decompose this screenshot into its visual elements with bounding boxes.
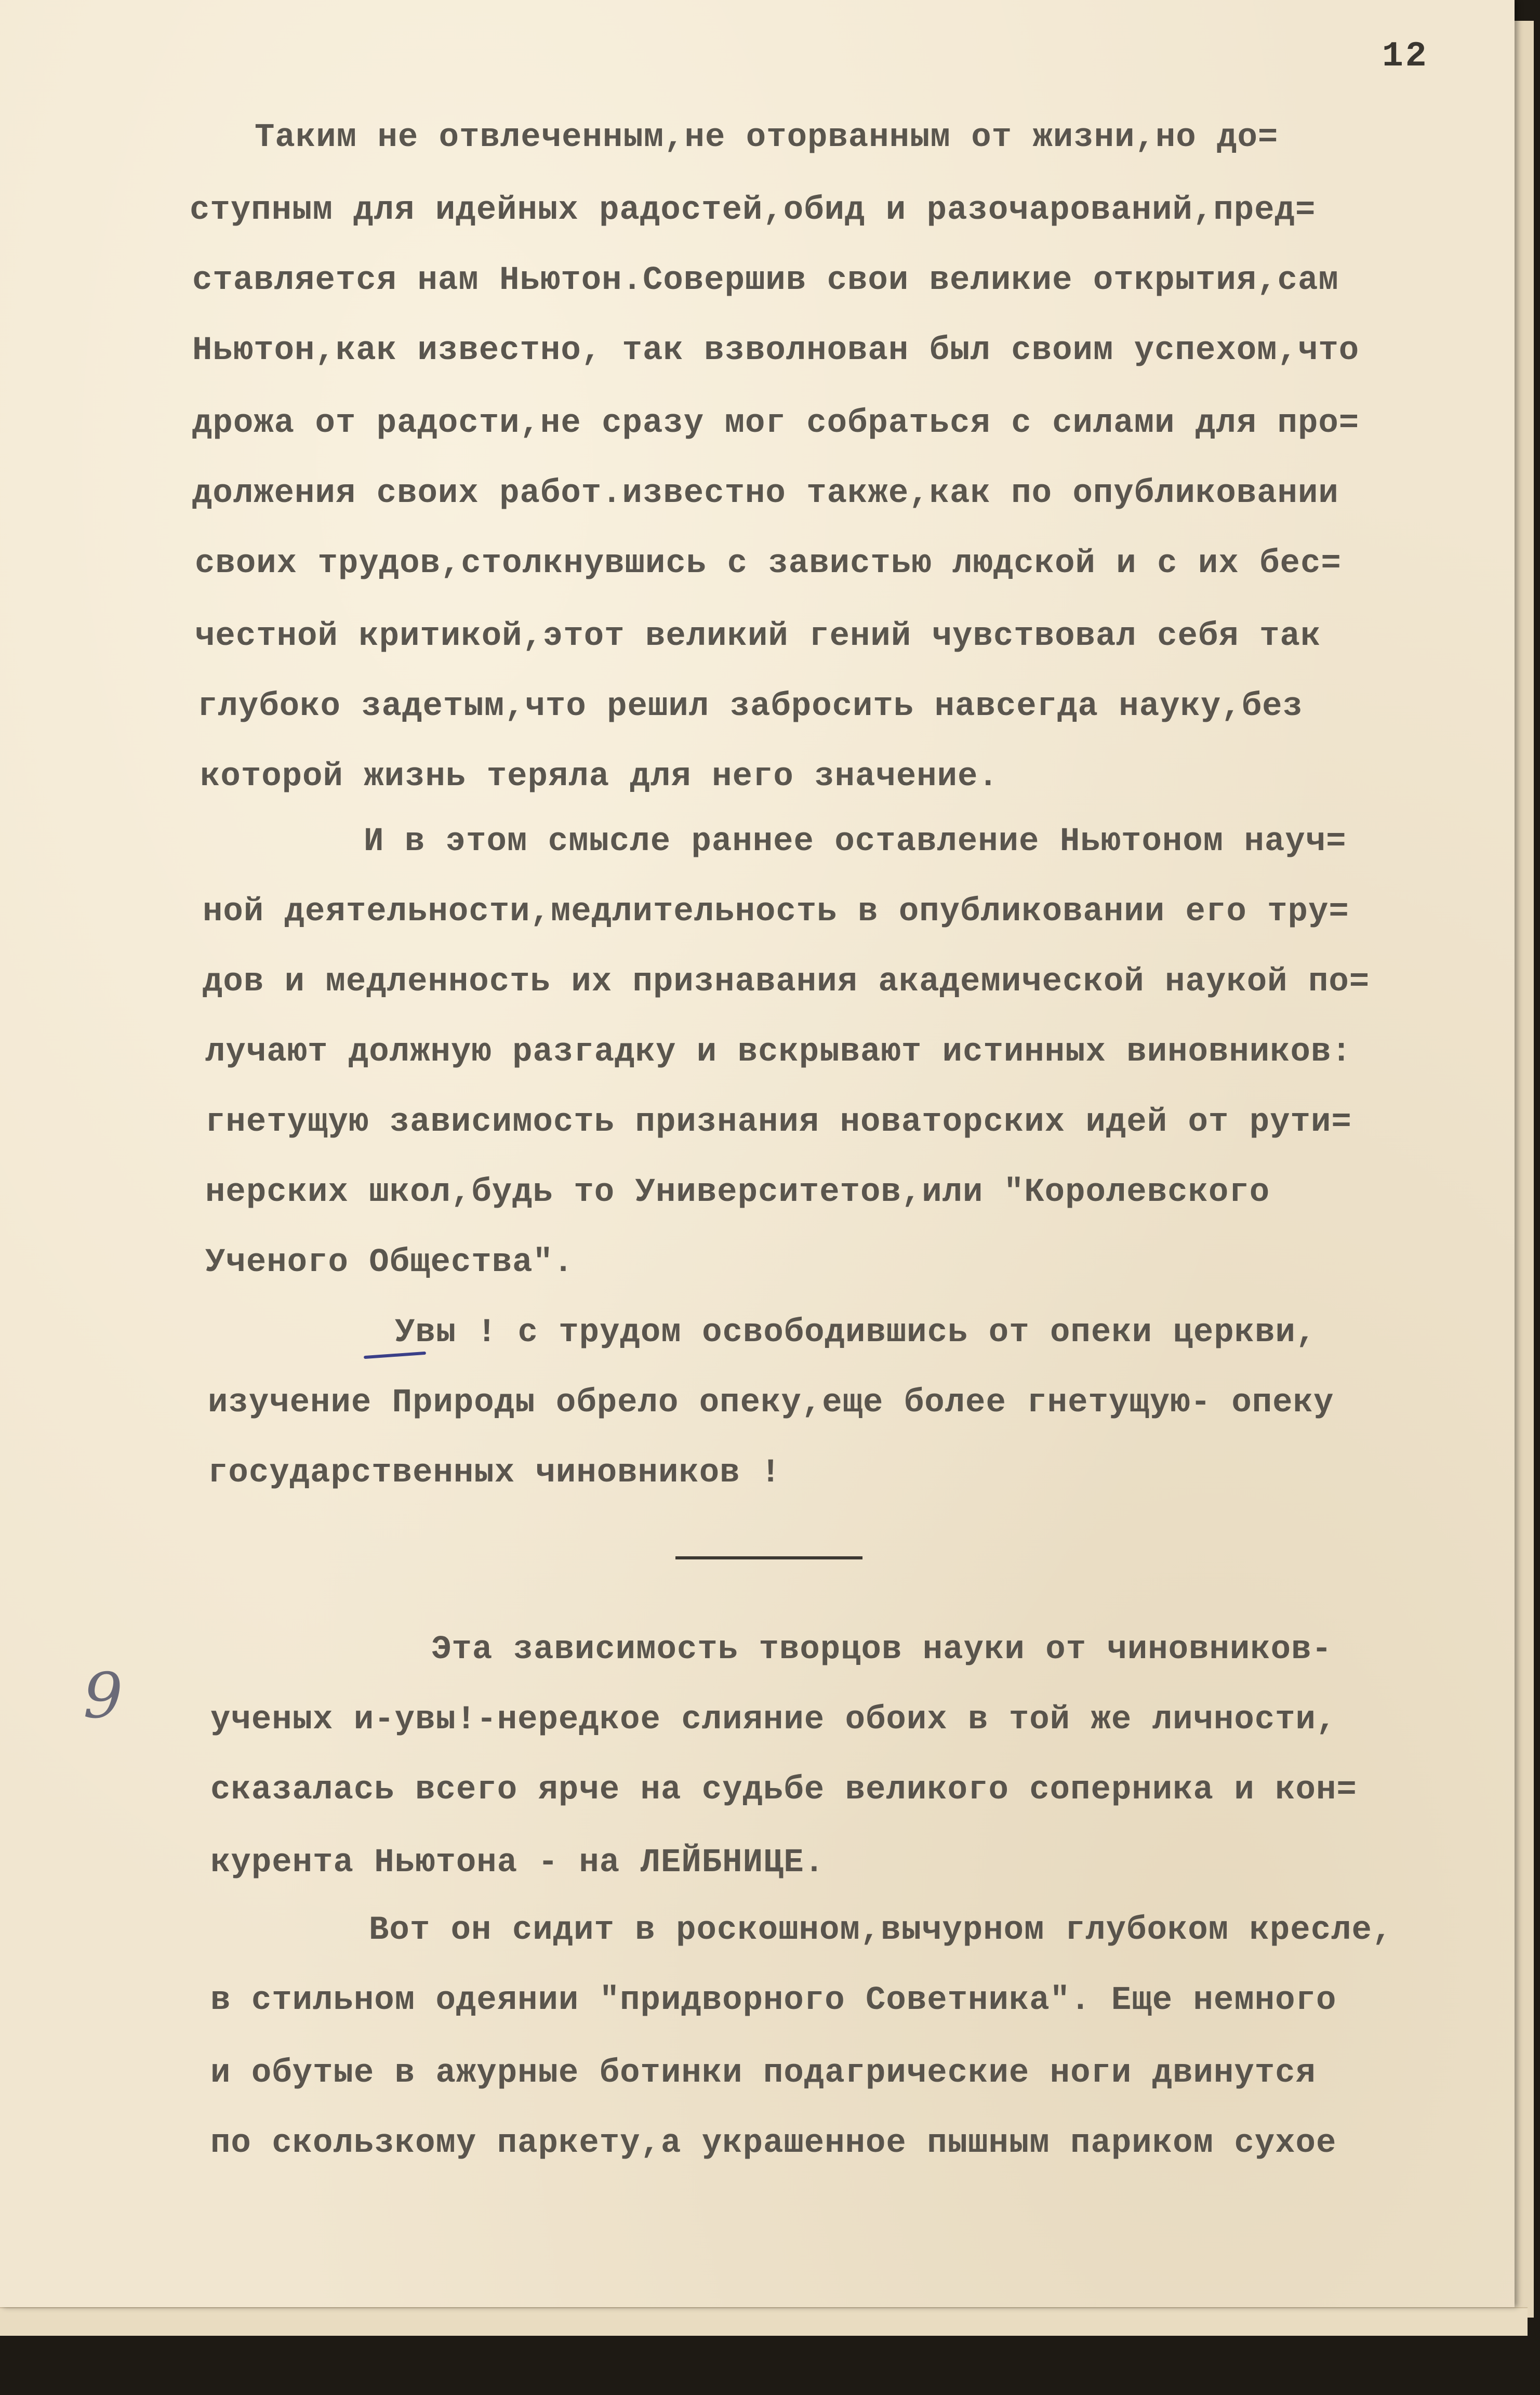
text-line: своих трудов,столкнувшись с завистью людской и с их бес= <box>195 545 1342 583</box>
text-line: нерских школ,будь то Университетов,или "Королевского <box>205 1174 1270 1211</box>
text-line: дов и медленность их признавания академической наукой по= <box>203 963 1370 1001</box>
page-number: 12 <box>1382 36 1429 76</box>
text-line: в стильном одеянии "придворного Советника". Еще немного <box>210 1982 1337 2019</box>
text-line: по скользкому паркету,а украшенное пышным париком сухое <box>210 2125 1337 2162</box>
text-line: которой жизнь теряла для него значение. <box>200 758 999 796</box>
text-line: государственных чиновников ! <box>208 1454 781 1492</box>
text-line: ставляется нам Ньютон.Совершив свои великие открытия,сам <box>192 262 1339 299</box>
text-line: Таким не отвлеченным,не оторванным от жизни,но до= <box>255 119 1279 156</box>
underlying-sheet-bottom <box>0 2307 1528 2337</box>
text-line: курента Ньютона - на ЛЕЙБНИЦЕ. <box>210 1844 825 1882</box>
text-line: изучение Природы обрело опеку,еще более гнетущую- опеку <box>208 1384 1334 1422</box>
text-line: ной деятельности,медлительность в опубликовании его тру= <box>203 893 1349 931</box>
text-line: дрожа от радости,не сразу мог собраться с силами для про= <box>192 405 1360 442</box>
text-line: Ньютон,как известно, так взволнован был своим успехом,что <box>192 332 1360 369</box>
text-line: сказалась всего ярче на судьбе великого соперника и кон= <box>210 1771 1357 1809</box>
text-line: ступным для идейных радостей,обид и разочарований,пред= <box>190 192 1316 229</box>
text-line: Увы ! с трудом освободившись от опеки церкви, <box>395 1314 1317 1352</box>
text-line: Эта зависимость творцов науки от чиновников- <box>431 1631 1332 1669</box>
text-line: ученых и-увы!-нередкое слияние обоих в той же личности, <box>210 1701 1337 1739</box>
text-line: лучают должную разгадку и вскрывают истинных виновников: <box>205 1034 1352 1071</box>
text-line: Вот он сидит в роскошном,вычурном глубоком кресле, <box>369 1912 1393 1949</box>
text-line: глубоко задетым,что решил забросить навсегда науку,без <box>197 688 1303 725</box>
text-line: должения своих работ.известно также,как по опубликовании <box>192 475 1339 512</box>
section-separator <box>675 1556 862 1559</box>
text-line: гнетущую зависимость признания новаторских идей от рути= <box>205 1104 1352 1141</box>
text-line: честной критикой,этот великий гений чувствовал себя так <box>195 618 1321 655</box>
text-line: И в этом смысле раннее оставление Ньютоном науч= <box>364 823 1347 861</box>
text-line: и обутые в ажурные ботинки подагрические ноги двинутся <box>210 2055 1316 2092</box>
text-line: Ученого Общества". <box>205 1244 574 1281</box>
handwritten-margin-number: 9 <box>83 1660 123 1732</box>
background-border <box>0 2336 1540 2395</box>
